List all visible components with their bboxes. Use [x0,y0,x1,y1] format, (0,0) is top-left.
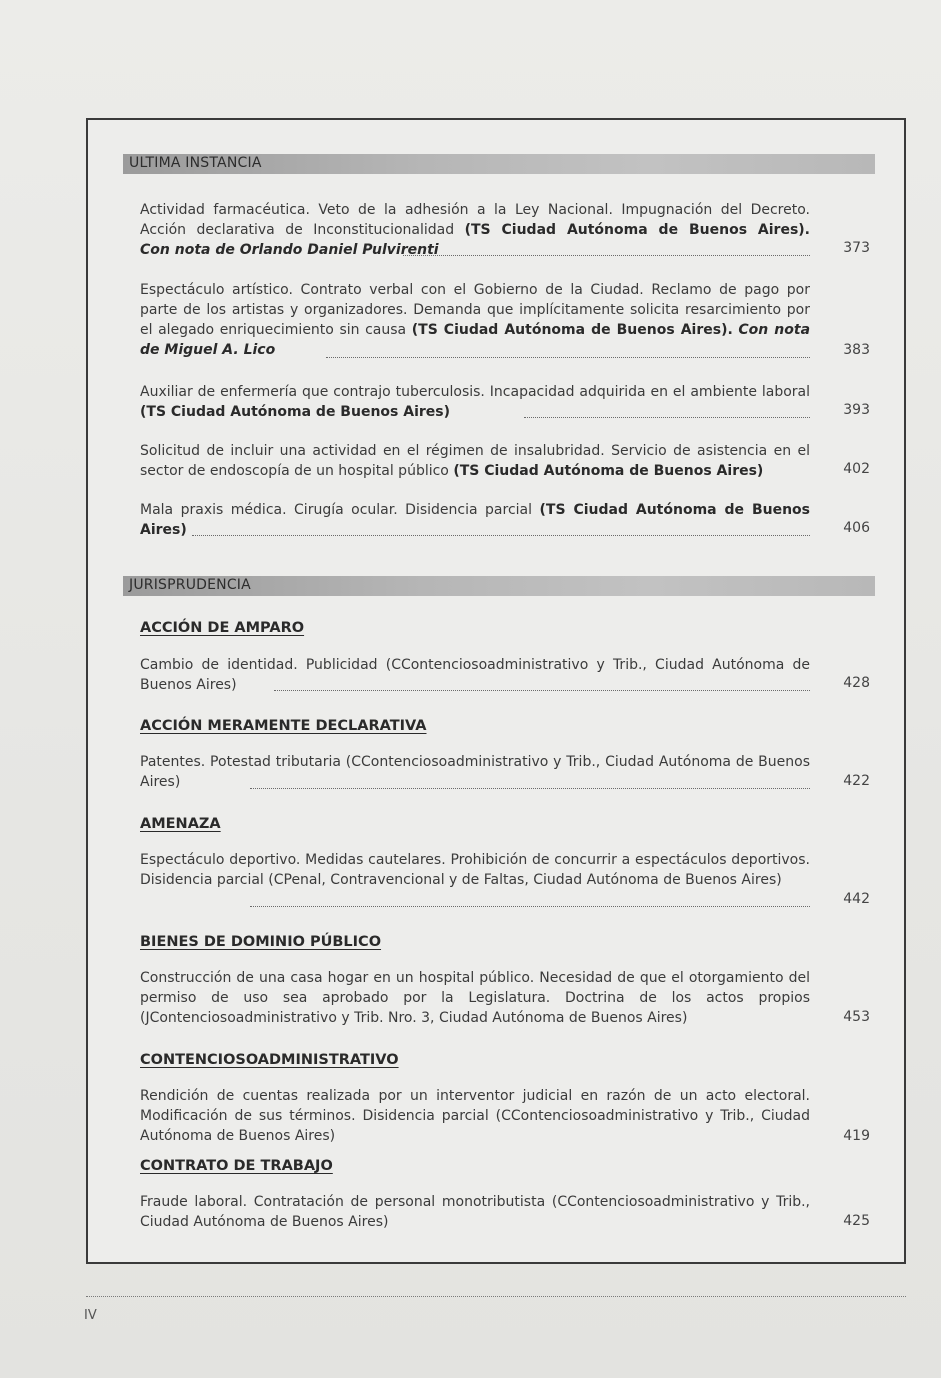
topic-heading: AMENAZA [140,816,221,832]
entry-text: Espectáculo artístico. Contrato verbal con el Gobierno de la Ciudad. Reclamo de pago por parte de los artistas y organizadores. Demanda que implícitamente solicita resarcimiento por el alegado enriquecimiento sin causa [140,282,810,338]
toc-entry [140,441,810,481]
page-number: 393 [843,402,870,418]
page-number: 383 [843,342,870,358]
entry-text: Patentes. Potestad tributaria (CContenciosoadministrativo y Trib., Ciudad Autónoma de Buenos Aires) [140,754,810,790]
dot-leader [250,906,810,907]
page-number: 422 [843,773,870,789]
toc-entry [140,752,810,792]
page-number: 442 [843,891,870,907]
entry-court: (TS Ciudad Autónoma de Buenos Aires) [453,463,764,479]
entry-text: Cambio de identidad. Publicidad (CContenciosoadministrativo y Trib., Ciudad Autónoma de Buenos Aires) [140,657,810,693]
entry-court: (TS Ciudad Autónoma de Buenos Aires) [140,404,450,420]
topic-heading: CONTRATO DE TRABAJO [140,1158,333,1174]
toc-entry [140,382,810,422]
section-header-ultima-instancia [123,154,875,174]
entry-court: (TS Ciudad Autónoma de Buenos Aires). [464,222,810,238]
entry-text: Mala praxis médica. Cirugía ocular. Disidencia parcial [140,502,533,518]
dot-leader [274,690,810,691]
page-number: 453 [843,1009,870,1025]
page-number: 419 [843,1128,870,1144]
dot-leader [250,788,810,789]
entry-court: (TS Ciudad Autónoma de Buenos Aires). [411,322,733,338]
page-number: 373 [843,240,870,256]
dot-leader [326,357,810,358]
entry-note: Con nota de Miguel A. Lico [140,322,811,358]
bottom-dotted-rule [86,1296,906,1297]
toc-entry [140,1192,810,1232]
toc-entry [140,500,810,540]
section-title: JURISPRUDENCIA [129,577,251,593]
dot-leader [524,417,810,418]
topic-heading: ACCIÓN DE AMPARO [140,620,305,636]
entry-text: Solicitud de incluir una actividad en el régimen de insalubridad. Servicio de asistencia en el sector de endoscopía de un hospital público [140,443,810,479]
page-number: 406 [843,520,870,536]
entry-note: Con nota de Orlando Daniel Pulvirenti [140,242,439,258]
toc-entry [140,850,810,890]
toc-entry [140,280,810,360]
topic-heading: CONTENCIOSOADMINISTRATIVO [140,1052,399,1068]
toc-entry [140,968,810,1028]
section-title: ULTIMA INSTANCIA [129,155,262,171]
page-number: 402 [843,461,870,477]
entry-court: (TS Ciudad Autónoma de Buenos Aires) [140,502,810,538]
entry-text: Auxiliar de enfermería que contrajo tuberculosis. Incapacidad adquirida en el ambiente laboral [140,384,810,400]
page-number: 428 [843,675,870,691]
toc-entry [140,1086,810,1146]
dot-leader [192,535,810,536]
entry-text: Rendición de cuentas realizada por un interventor judicial en razón de un acto electoral. Modificación de sus términos. Disidencia parcial (CContenciosoadministrativo y Trib., Ciudad Autónoma de Buenos Aires) [140,1088,810,1144]
summary-frame [86,118,906,1264]
toc-entry [140,200,810,260]
dot-leader [403,255,810,256]
entry-text: Espectáculo deportivo. Medidas cautelares. Prohibición de concurrir a espectáculos deportivos. Disidencia parcial (CPenal, Contravencional y de Faltas, Ciudad Autónoma de Buenos Aires) [140,852,810,888]
section-header-jurisprudencia [123,576,875,596]
entry-text: Fraude laboral. Contratación de personal monotributista (CContenciosoadministrativo y Trib., Ciudad Autónoma de Buenos Aires) [140,1194,810,1230]
entry-text: Construcción de una casa hogar en un hospital público. Necesidad de que el otorgamiento del permiso de uso sea aprobado por la Legislatura. Doctrina de los actos propios (JContenciosoadministrativo y Trib. Nro. 3, Ciudad Autónoma de Buenos Aires) [140,970,810,1026]
topic-heading: BIENES DE DOMINIO PÚBLICO [140,934,382,950]
toc-entry [140,655,810,695]
topic-heading: ACCIÓN MERAMENTE DECLARATIVA [140,718,427,734]
entry-text: Actividad farmacéutica. Veto de la adhesión a la Ley Nacional. Impugnación del Decreto. Acción declarativa de Inconstitucionalidad [140,202,810,238]
page-number: 425 [843,1213,870,1229]
folio-number: IV [84,1308,97,1323]
